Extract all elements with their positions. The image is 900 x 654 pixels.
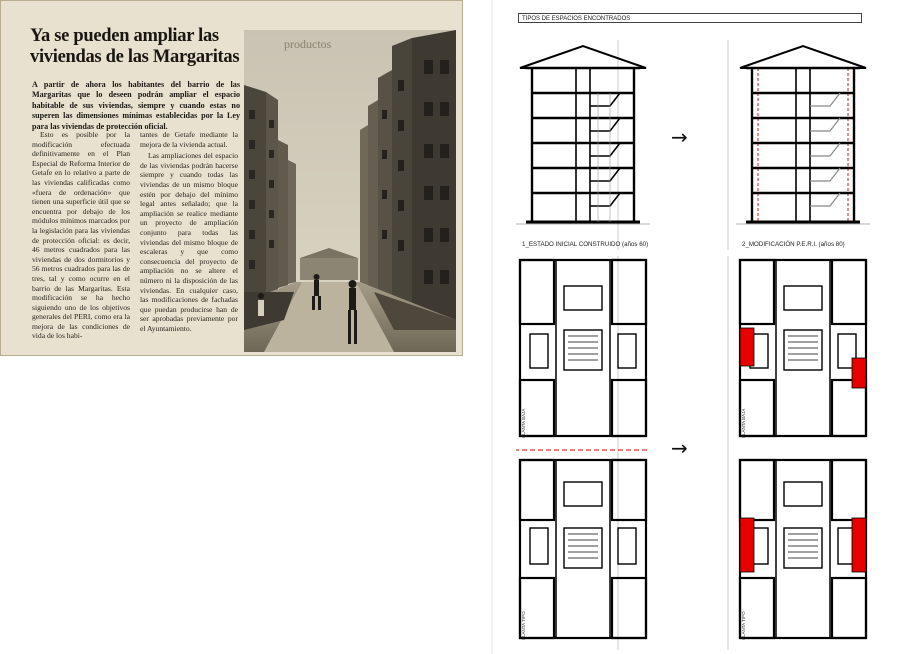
caption-modified-state: 2_MODIFICACIÓN P.E.R.I. (años 80) — [742, 241, 845, 248]
plan-modified-state — [736, 256, 870, 642]
article-headline: Ya se pueden ampliar las viviendas de las Margaritas — [30, 26, 240, 67]
extension-area — [852, 358, 866, 388]
plan-initial-state — [516, 256, 650, 642]
section-initial-state — [516, 44, 650, 230]
extension-area — [852, 518, 866, 572]
article-column-2-continuation: tantes de Getafe mediante la mejora de la vivienda actual. — [140, 130, 238, 149]
article-lede: A partir de ahora los habitantes del barrio de las Margaritas que lo deseen podrán ampliar el espacio habitable de sus viviendas, siempre y cuando estas no superen las dimensiones mínimas establecidas por la Ley para las viviendas de protección oficial. — [32, 80, 240, 131]
plan-label-ground-left: PLANTA BAJA — [521, 408, 526, 438]
caption-initial-state: 1_ESTADO INICIAL CONSTRUIDO (años 60) — [522, 241, 649, 248]
street-photo — [244, 30, 456, 352]
arrow-icon-plan: → — [671, 436, 688, 460]
newspaper-clipping — [0, 0, 463, 356]
plan-label-ground-right: PLANTA BAJA — [741, 408, 746, 438]
plan-label-typical-left: PLANTA TIPO — [521, 611, 526, 640]
article-column-1: Esto es posible por la modificación efectuada definitivamente en el Plan Especial de Reforma Interior de Getafe en lo relativo a parte de las viviendas calificadas como «fuera de ordenación» que tienen una superficie útil que se encuentra por debajo de los módulos mínimos marcados por la legislación para las viviendas de protección oficial: es decir, 46 metros cuadrados para las viviendas de dos dormitorios y 56 metros cuadrados para las de tres, tal y como ocurre en el barrio de las Margaritas. Esta modificación se ha hecho siguiendo uno de los objetivos generales del PERI, como era la mejora de las condiciones de vida de los habi- — [32, 130, 130, 341]
plan-label-typical-right: PLANTA TIPO — [741, 611, 746, 640]
photo-bleed-text: productos — [284, 37, 332, 51]
architecture-sheet — [488, 0, 900, 654]
section-modified-state — [736, 44, 870, 230]
sheet-title: TIPOS DE ESPACIOS ENCONTRADOS — [518, 13, 862, 23]
extension-area — [740, 518, 754, 572]
article-column-2-paragraph: Las ampliaciones del espacio de las viviendas podrán hacerse siempre y cuando todas las viviendas de un mismo bloque estén por debajo del mínimo legal antes señalado; que la ampliación se realice mediante un proyecto de ampliación conjunto para todas las viviendas del mismo bloque de escaleras y que como consecuencia del proyecto de ampliación no se altere el número ni la disposición de las viviendas. En cualquier caso, las modificaciones de fachadas que puedan producirse han de ser aprobadas previamente por el Ayuntamiento. — [140, 151, 238, 333]
extension-area — [740, 328, 754, 366]
arrow-icon-section: → — [671, 125, 688, 149]
article-column-2 — [140, 130, 238, 333]
